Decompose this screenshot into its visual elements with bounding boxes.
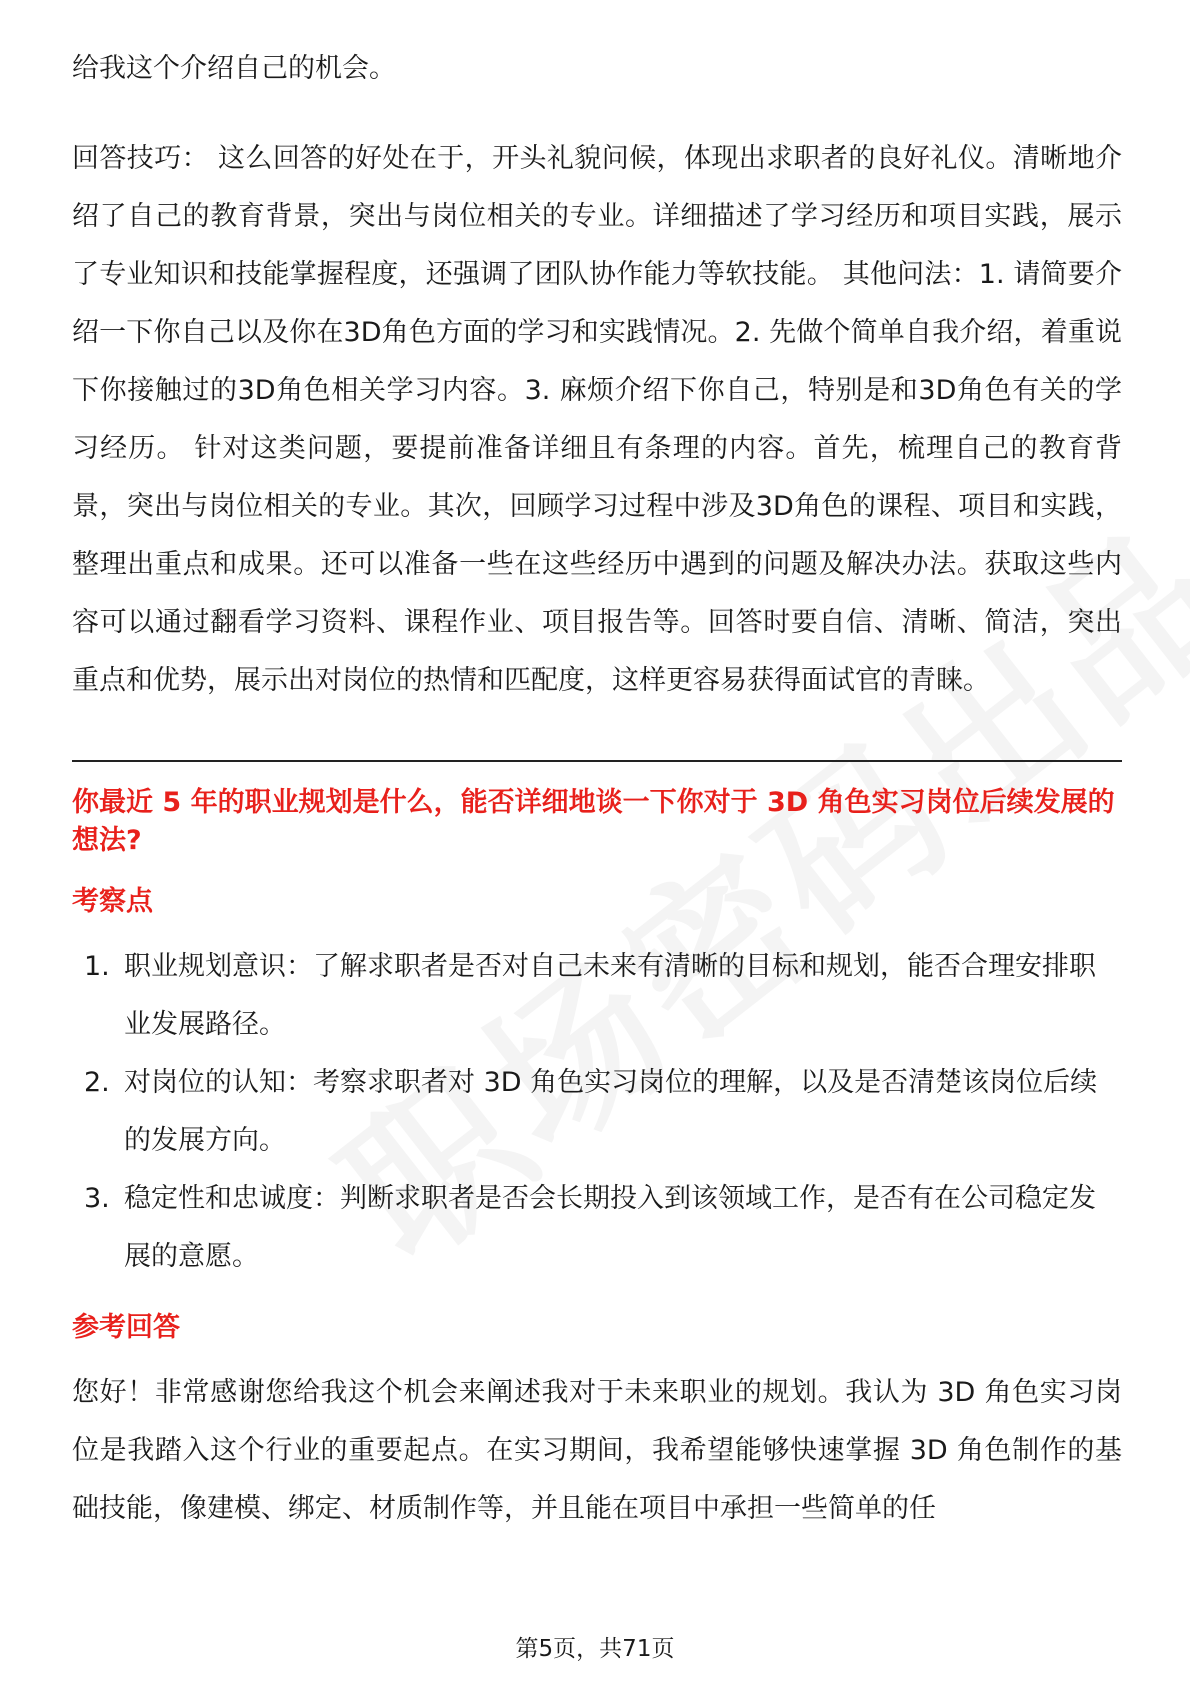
assessment-item bbox=[72, 938, 1122, 1054]
answer-tips-paragraph: 回答技巧： 这么回答的好处在于，开头礼貌问候，体现出求职者的良好礼仪。清晰地介绍了自己的教育背景，突出与岗位相关的专业。详细描述了学习经历和项目实践，展示了专业知识和技能掌握程度，还强调了团队协作能力等软技能。 其他问法：1. 请简要介绍一下你自己以及你在3D角色方面的学习和实践情况。2. 先做个简单自我介绍，着重说下你接触过的3D角色相关学习内容。3. 麻烦介绍下你自己，特别是和3D角色有关的学习经历。 针对这类问题，要提前准备详细且有条理的内容。首先，梳理自己的教育背景，突出与岗位相关的专业。其次，回顾学习过程中涉及3D角色的课程、项目和实践，整理出重点和成果。还可以准备一些在这些经历中遇到的问题及解决办法。获取这些内容可以通过翻看学习资料、课程作业、项目报告等。回答时要自信、清晰、简洁，突出重点和优势，展示出对岗位的热情和匹配度，这样更容易获得面试官的青睐。 bbox=[72, 143, 1122, 696]
assessment-list bbox=[72, 938, 1122, 1286]
assessment-item bbox=[72, 1170, 1122, 1286]
assessment-item-text: 稳定性和忠诚度：判断求职者是否会长期投入到该领域工作，是否有在公司稳定发展的意愿。 bbox=[124, 1183, 1096, 1272]
question-title: 你最近 5 年的职业规划是什么，能否详细地谈一下你对于 3D 角色实习岗位后续发展的想法? bbox=[72, 787, 1115, 856]
assessment-item-text: 对岗位的认知：考察求职者对 3D 角色实习岗位的理解，以及是否清楚该岗位后续的发展方向。 bbox=[124, 1067, 1098, 1156]
intro-tail-text: 给我这个介绍自己的机会。 bbox=[72, 53, 396, 84]
assessment-item-text: 职业规划意识：了解求职者是否对自己未来有清晰的目标和规划，能否合理安排职业发展路径。 bbox=[124, 951, 1096, 1040]
assessment-item-number: 1. bbox=[84, 951, 110, 982]
reference-answer-text: 您好！非常感谢您给我这个机会来阐述我对于未来职业的规划。我认为 3D 角色实习岗位是我踏入这个行业的重要起点。在实习期间，我希望能够快速掌握 3D 角色制作的基础技能，像建模、绑定、材质制作等，并且能在项目中承担一些简单的任 bbox=[72, 1377, 1122, 1524]
assessment-heading: 考察点 bbox=[72, 886, 153, 917]
assessment-item bbox=[72, 1054, 1122, 1170]
page-number-footer: 第5页，共71页 bbox=[515, 1636, 675, 1662]
reference-heading: 参考回答 bbox=[72, 1312, 180, 1343]
assessment-item-number: 3. bbox=[84, 1183, 110, 1214]
section-divider bbox=[72, 760, 1122, 762]
assessment-item-number: 2. bbox=[84, 1067, 110, 1098]
page-content bbox=[72, 40, 1122, 1538]
